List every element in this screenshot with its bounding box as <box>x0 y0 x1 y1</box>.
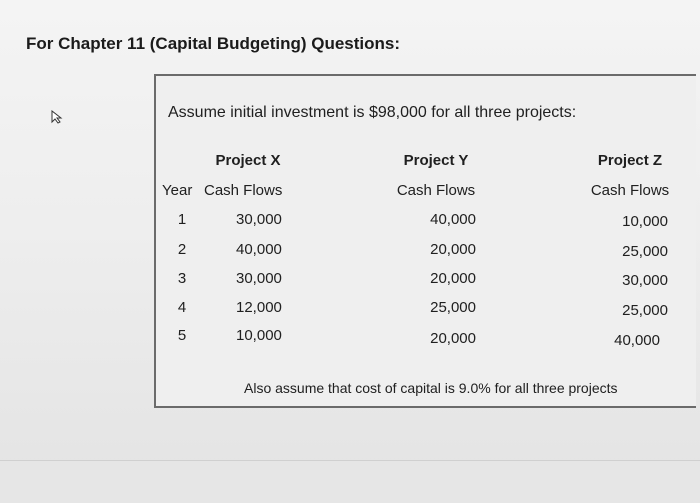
cell-x: 30,000 <box>236 211 282 228</box>
header-project-x: Project X <box>215 152 281 169</box>
intro-text: Assume initial investment is $98,000 for all three projects: <box>168 104 577 121</box>
header-year: Year <box>162 182 193 199</box>
cell-x: 40,000 <box>236 241 282 258</box>
cell-year: 1 <box>177 211 187 228</box>
cell-year: 2 <box>177 241 187 258</box>
cell-year: 4 <box>177 299 187 316</box>
cell-y: 20,000 <box>430 241 476 258</box>
header-project-y: Project Y <box>403 152 469 169</box>
cell-z: 25,000 <box>622 302 668 319</box>
question-panel <box>154 74 696 408</box>
cell-z: 40,000 <box>614 332 660 349</box>
cell-y: 20,000 <box>430 270 476 287</box>
cell-y: 20,000 <box>430 330 476 347</box>
page-heading: For Chapter 11 (Capital Budgeting) Questions: <box>26 34 401 53</box>
cell-y: 40,000 <box>430 211 476 228</box>
bottom-strip <box>0 460 700 503</box>
cell-z: 10,000 <box>622 213 668 230</box>
cell-y: 25,000 <box>430 299 476 316</box>
mouse-pointer-icon <box>50 110 64 124</box>
cell-z: 30,000 <box>622 272 668 289</box>
cell-year: 3 <box>177 270 187 287</box>
header-project-z: Project Z <box>597 152 663 169</box>
header-cash-flows-y: Cash Flows <box>396 182 476 199</box>
cell-z: 25,000 <box>622 243 668 260</box>
cell-x: 30,000 <box>236 270 282 287</box>
cost-of-capital-note: Also assume that cost of capital is 9.0% for all three projects <box>244 380 618 396</box>
cell-x: 10,000 <box>236 327 282 344</box>
header-cash-flows-z: Cash Flows <box>590 182 670 199</box>
cell-x: 12,000 <box>236 299 282 316</box>
cell-year: 5 <box>177 327 187 344</box>
header-cash-flows-x: Cash Flows <box>204 182 283 199</box>
